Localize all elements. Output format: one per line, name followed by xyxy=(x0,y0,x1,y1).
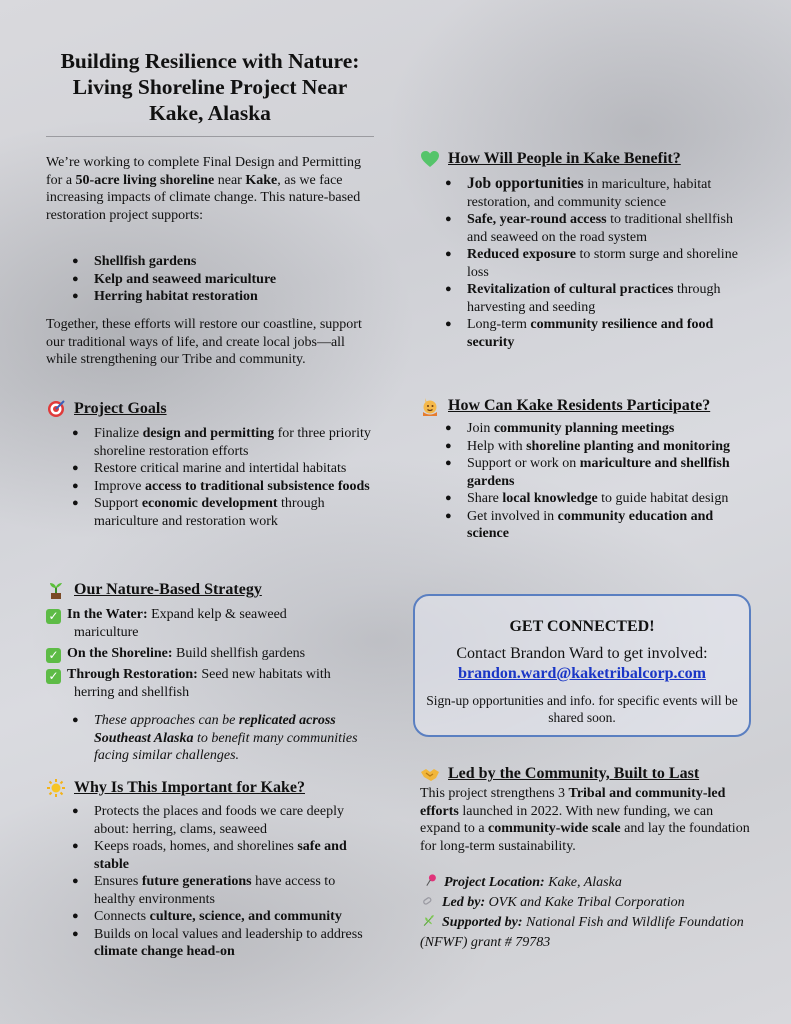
check-icon: ✓ xyxy=(46,648,61,663)
goals-heading: Project Goals xyxy=(46,399,167,419)
list-item: ● Keeps roads, homes, and shorelines safe and stable xyxy=(72,838,374,873)
target-icon xyxy=(46,399,66,419)
strategy-list: ✓ In the Water: Expand kelp & seaweed mariculture ✓ On the Shoreline: Build shellfish gardens ✓ Through Restoration: Seed new habitats with herring and shellfish xyxy=(46,606,376,701)
meta-location: Project Location: Kake, Alaska xyxy=(420,873,750,893)
benefit-list xyxy=(445,175,745,351)
email-link[interactable]: brandon.ward@kaketribalcorp.com xyxy=(458,665,706,682)
strategy-item: ✓ In the Water: Expand kelp & seaweed xyxy=(46,606,376,624)
participate-heading: How Can Kake Residents Participate? xyxy=(420,396,710,416)
list-item: ● Share local knowledge to guide habitat design xyxy=(445,490,745,508)
green-heart-icon xyxy=(420,149,440,169)
list-item: ● Restore critical marine and intertidal habitats xyxy=(72,460,372,478)
supports-list xyxy=(72,253,372,306)
led-heading: Led by the Community, Built to Last xyxy=(420,764,699,784)
herb-icon xyxy=(422,913,436,927)
list-item: ● Builds on local values and leadership to address climate change head-on xyxy=(72,926,374,961)
goals-list xyxy=(72,425,372,530)
signup-note: Sign-up opportunities and info. for specific events will be shared soon. xyxy=(426,693,738,725)
participate-list xyxy=(445,420,745,543)
meta-support: Supported by: National Fish and Wildlife Foundation (NFWF) grant # 79783 xyxy=(420,915,744,950)
importance-heading: Why Is This Important for Kake? xyxy=(46,778,305,798)
list-item: ● Kelp and seaweed mariculture xyxy=(72,271,372,289)
led-paragraph: This project strengthens 3 Tribal and community-led efforts launched in 2022. With new funding, we can expand to a community-wide scale and lay the foundation for long-term sustainability. xyxy=(420,786,750,854)
list-item: ● Connects culture, science, and community xyxy=(72,908,374,926)
strategy-item: ✓ Through Restoration: Seed new habitats with xyxy=(46,666,376,684)
list-item: ● Herring habitat restoration xyxy=(72,288,372,306)
list-item: ● Shellfish gardens xyxy=(72,253,372,271)
meta-led: Led by: OVK and Kake Tribal Corporation xyxy=(420,893,750,913)
strategy-note xyxy=(72,712,374,765)
page-title: Building Resilience with Nature: Living Shoreline Project Near Kake, Alaska xyxy=(60,49,360,125)
link-icon xyxy=(422,893,436,907)
list-item: ● Improve access to traditional subsistence foods xyxy=(72,478,372,496)
list-item: ● Ensures future generations have access to healthy environments xyxy=(72,873,374,908)
intro-paragraph: We’re working to complete Final Design and Permitting for a 50-acre living shoreline near Kake, as we face increasing impacts of climate change. This nature-based restoration project supports: xyxy=(46,155,361,223)
strategy-heading: Our Nature-Based Strategy xyxy=(46,580,262,600)
list-item: ● Job opportunities in mariculture, habitat restoration, and community science xyxy=(445,175,745,211)
connect-heading: GET CONNECTED! xyxy=(509,618,655,635)
list-item: ● Get involved in community education and science xyxy=(445,508,745,543)
pin-icon xyxy=(424,873,438,887)
list-item: ● Help with shoreline planting and monitoring xyxy=(445,438,745,456)
list-item: ● Join community planning meetings xyxy=(445,420,745,438)
check-icon: ✓ xyxy=(46,669,61,684)
list-item: ● Protects the places and foods we care deeply about: herring, clams, seaweed xyxy=(72,803,374,838)
handshake-icon xyxy=(420,764,440,784)
list-item: ● Support or work on mariculture and shellfish gardens xyxy=(445,455,745,490)
list-item: ● Safe, year-round access to traditional shellfish and seaweed on the road system xyxy=(445,211,745,246)
list-item: ● Reduced exposure to storm surge and shoreline loss xyxy=(445,246,745,281)
connect-contact: Contact Brandon Ward to get involved: xyxy=(456,645,708,662)
check-icon: ✓ xyxy=(46,609,61,624)
outro-paragraph: Together, these efforts will restore our coastline, support our traditional ways of life, and create local jobs—all while strengthening our Tribe and community. xyxy=(46,317,362,367)
strategy-item: ✓ On the Shoreline: Build shellfish gardens xyxy=(46,645,376,663)
sun-icon xyxy=(46,778,66,798)
list-item: ● Finalize design and permitting for three priority shoreline restoration efforts xyxy=(72,425,372,460)
get-connected-box xyxy=(413,594,751,737)
list-item: ● Revitalization of cultural practices through harvesting and seeding xyxy=(445,281,745,316)
benefit-heading: How Will People in Kake Benefit? xyxy=(420,149,681,169)
list-item: ● These approaches can be replicated across Southeast Alaska to benefit many communities facing similar challenges. xyxy=(72,712,374,765)
list-item: ● Support economic development through mariculture and restoration work xyxy=(72,495,372,530)
title-divider xyxy=(46,136,374,137)
raised-hand-icon xyxy=(420,396,440,416)
seedling-icon xyxy=(46,580,66,600)
project-meta xyxy=(420,873,750,953)
list-item: ● Long-term community resilience and food security xyxy=(445,316,745,351)
importance-list xyxy=(72,803,374,961)
